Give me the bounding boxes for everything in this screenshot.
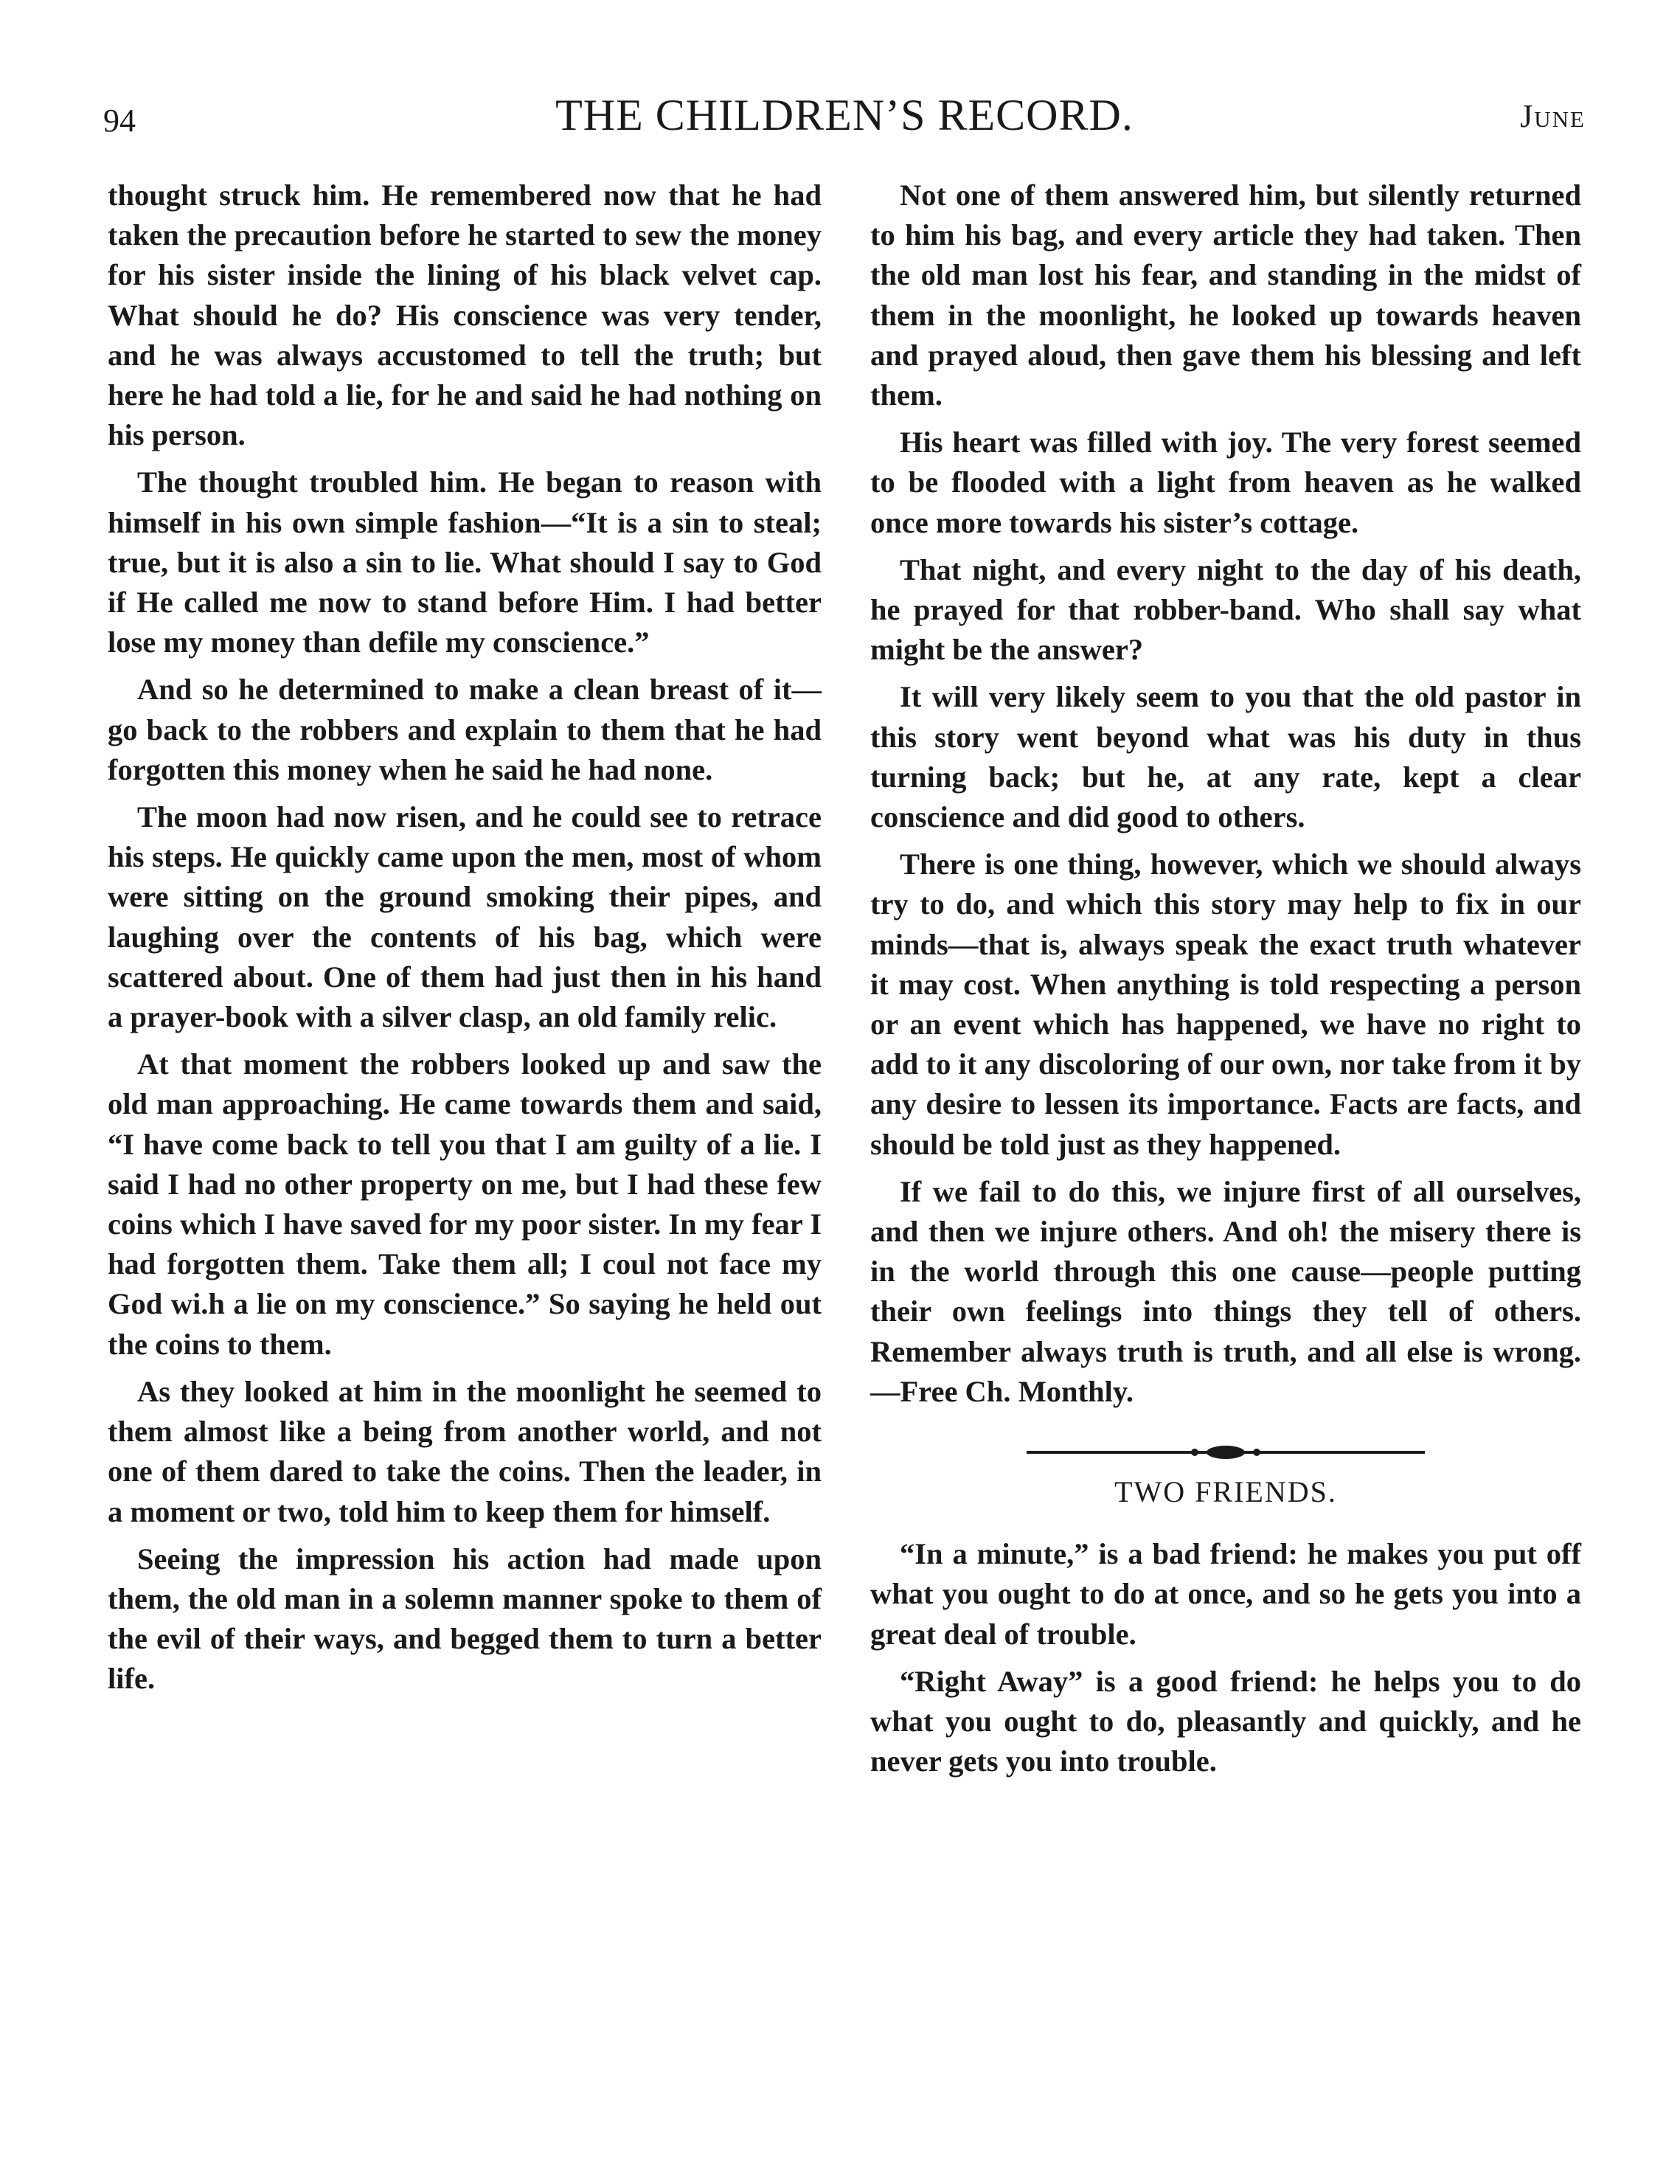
paragraph: If we fail to do this, we injure first of all ourselves, and then we injure others. And oh! the misery there is in the world through this one cause—people putting their own feelings into things they tell of others. Remember always truth is truth, and all else is wrong.—Free Ch. Monthly.: [870, 1174, 1581, 1408]
paragraph: His heart was filled with joy. The very forest seemed to be flooded with a light from heaven as he walked once more towards his sister’s cottage.: [870, 426, 1581, 539]
page-header: [103, 87, 1586, 146]
paragraph: The moon had now risen, and he could see to retrace his steps. He quickly came upon the men, most of whom were sitting on the ground smoking their pipes, and laughing over the contents of his bag, which were scattered about. One of them had just then in his hand a prayer-book with a silver clasp, an old family relic.: [108, 800, 822, 1034]
month-label: June: [1520, 98, 1586, 134]
journal-title: THE CHILDREN’S RECORD.: [555, 91, 1134, 139]
paragraph: It will very likely seem to you that the old pastor in this story went beyond what was his duty in thus turning back; but he, at any rate, kept a clear conscience and did good to others.: [870, 680, 1581, 834]
paragraph: Seeing the impression his action had made upon them, the old man in a solemn manner spoke to them of the evil of their ways, and begged them to turn a better life.: [108, 1542, 822, 1696]
section-heading: TWO FRIENDS.: [1114, 1475, 1337, 1509]
paragraph: The thought troubled him. He began to reason with himself in his own simple fashion—“It is a sin to steal; true, but it is also a sin to lie. What should I say to God if He called me now to stand before Him. I had better lose my money than defile my conscience.”: [108, 465, 822, 659]
paragraph: There is one thing, however, which we should always try to do, and which this story may help to fix in our minds—that is, always speak the exact truth whatever it may cost. When anything is told respecting a person or an event which has happened, we have no right to add to it any discoloring of our own, nor take from it by any desire to lessen its importance. Facts are facts, and should be told just as they happened.: [870, 847, 1581, 1161]
paragraph: “In a minute,” is a bad friend: he makes you put off what you ought to do at once, and so he gets you into a great deal of trouble.: [870, 1537, 1581, 1651]
ornament-divider: [1027, 1441, 1425, 1463]
page-number: 94: [103, 103, 136, 139]
paragraph: Not one of them answered him, but silently returned to him his bag, and every article they had taken. Then the old man lost his fear, and standing in the midst of them in the moonlight, he looked up towards heaven and prayed aloud, then gave them his blessing and left them.: [870, 178, 1581, 412]
paragraph: And so he determined to make a clean breast of it—go back to the robbers and explain to them that he had forgotten this money when he said he had none.: [108, 673, 822, 786]
right-column: [870, 176, 1581, 1789]
paragraph: As they looked at him in the moonlight he seemed to them almost like a being from another world, and not one of them dared to take the coins. Then the leader, in a moment or two, told him to keep them for himself.: [108, 1374, 822, 1528]
left-column: [108, 176, 822, 1707]
paragraph: “Right Away” is a good friend: he helps you to do what you ought to do, pleasantly and quickly, and he never gets you into trouble.: [870, 1664, 1581, 1778]
paragraph: thought struck him. He remembered now that he had taken the precaution before he started to sew the money for his sister inside the lining of his black velvet cap. What should he do? His conscience was very tender, and he was always accustomed to tell the truth; but here he had told a lie, for he and said he had nothing on his person.: [108, 178, 822, 452]
paragraph: At that moment the robbers looked up and saw the old man approaching. He came towards them and said, “I have come back to tell you that I am guilty of a lie. I said I had no other property on me, but I had these few coins which I have saved for my poor sister. In my fear I had forgotten them. Take them all; I coul not face my God wi.h a lie on my conscience.” So saying he held out the coins to them.: [108, 1047, 822, 1361]
paragraph: That night, and every night to the day of his death, he prayed for that robber-band. Who shall say what might be the answer?: [870, 552, 1581, 667]
